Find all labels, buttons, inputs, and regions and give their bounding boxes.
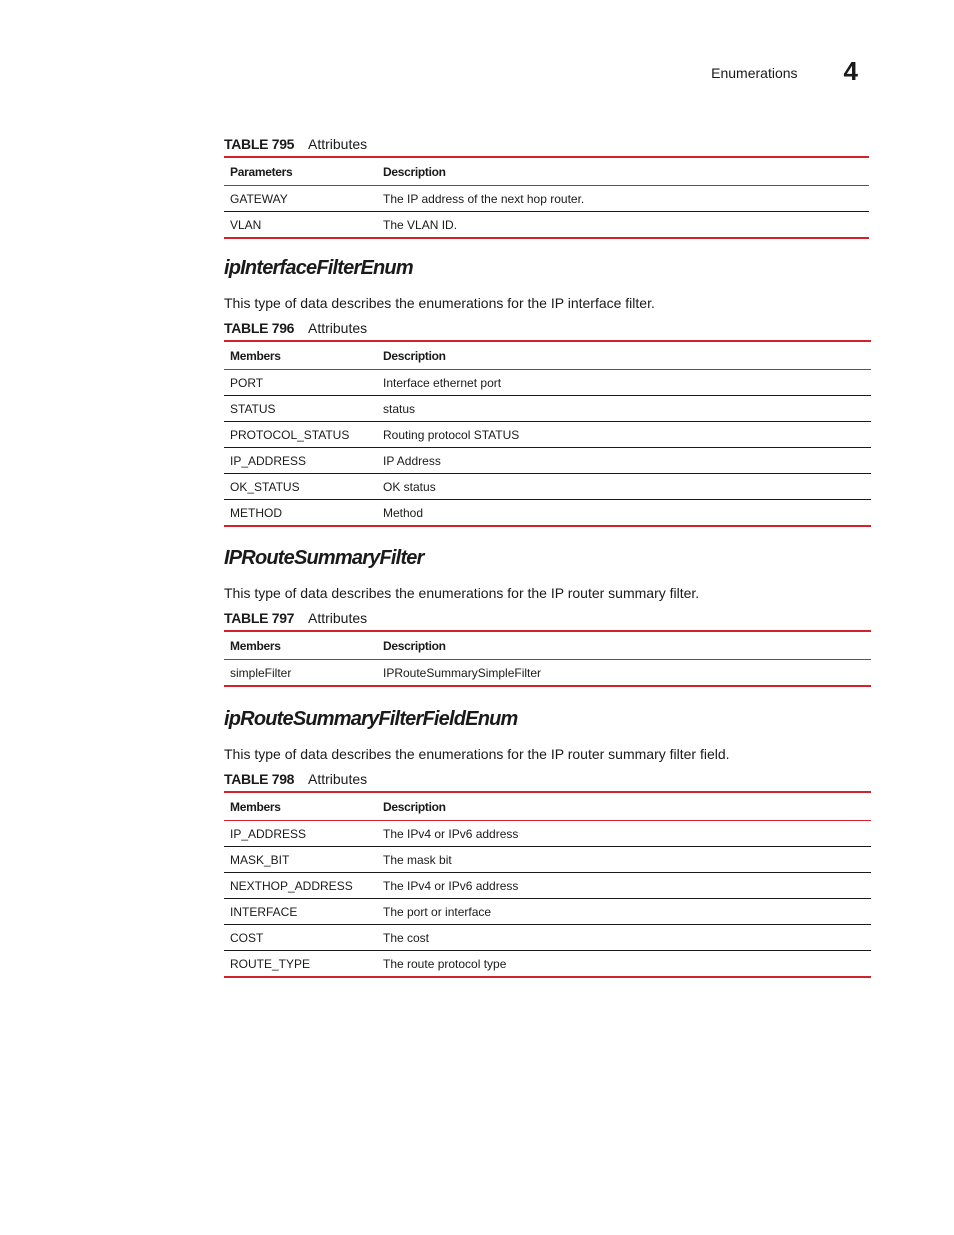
- description-cell: The mask bit: [377, 847, 871, 873]
- description-cell: IPRouteSummarySimpleFilter: [383, 665, 542, 680]
- table-header-row: [224, 631, 871, 660]
- description-cell: Method: [383, 505, 424, 520]
- member-name-cell: GATEWAY: [224, 186, 377, 212]
- section-heading-ipinterfacefilterenum: ipInterfaceFilterEnum: [224, 257, 413, 279]
- description-cell: The IP address of the next hop router.: [377, 186, 869, 212]
- description-cell: The port or interface: [377, 899, 871, 925]
- description-cell: The cost: [377, 925, 871, 951]
- section-intro-ipinterfacefilterenum: This type of data describes the enumerations for the IP interface filter.: [224, 295, 655, 311]
- section-heading-iproutesummaryfilterfieldenum: ipRouteSummaryFilterFieldEnum: [224, 708, 518, 730]
- running-header-title: Enumerations: [711, 65, 798, 81]
- description-cell: Interface ethernet port: [377, 370, 871, 396]
- table-header-row: [224, 157, 869, 186]
- description-cell: OK status: [377, 474, 871, 500]
- column-header-description: Description: [377, 157, 869, 186]
- table-header-row: [224, 792, 871, 821]
- table-row: [224, 821, 871, 847]
- table-row: [224, 474, 871, 500]
- member-name-cell: NEXTHOP_ADDRESS: [224, 873, 377, 899]
- table-label: TABLE 796: [224, 320, 295, 336]
- column-header-description: Description: [377, 792, 871, 821]
- member-name-cell: INTERFACE: [224, 899, 377, 925]
- member-name-cell: simpleFilter: [230, 665, 292, 680]
- member-name-cell: OK_STATUS: [224, 474, 377, 500]
- table-795: [224, 156, 869, 239]
- table-row: [224, 186, 869, 212]
- running-header: [711, 58, 858, 84]
- table-caption-text: Attributes: [308, 771, 368, 787]
- description-cell: The IPv4 or IPv6 address: [377, 873, 871, 899]
- member-name-cell: VLAN: [230, 217, 262, 232]
- table-798: [224, 791, 871, 978]
- table-row: [224, 500, 871, 527]
- table-797: [224, 630, 871, 687]
- chapter-number: 4: [843, 56, 858, 86]
- table-row: [224, 925, 871, 951]
- member-name-cell: METHOD: [230, 505, 282, 520]
- table-label: TABLE 798: [224, 771, 295, 787]
- member-name-cell: STATUS: [224, 396, 377, 422]
- table-caption-text: Attributes: [308, 320, 368, 336]
- table-796: [224, 340, 871, 527]
- member-name-cell: ROUTE_TYPE: [230, 956, 311, 971]
- description-cell: IP Address: [377, 448, 871, 474]
- column-header-description: Description: [377, 631, 871, 660]
- column-header-parameters: Parameters: [224, 157, 377, 186]
- table-label: TABLE 797: [224, 610, 295, 626]
- table-row: [224, 422, 871, 448]
- table-row: [224, 660, 871, 687]
- table-row: [224, 951, 871, 978]
- member-name-cell: PORT: [224, 370, 377, 396]
- member-name-cell: COST: [224, 925, 377, 951]
- member-name-cell: IP_ADDRESS: [224, 448, 377, 474]
- member-name-cell: PROTOCOL_STATUS: [224, 422, 377, 448]
- table-795-caption: [224, 136, 367, 152]
- table-row: [224, 873, 871, 899]
- table-caption-text: Attributes: [308, 136, 368, 152]
- description-cell: The VLAN ID.: [383, 217, 458, 232]
- table-row: [224, 899, 871, 925]
- member-name-cell: IP_ADDRESS: [224, 821, 377, 847]
- table-row: [224, 448, 871, 474]
- table-row: [224, 370, 871, 396]
- table-797-caption: [224, 610, 367, 626]
- section-heading-iproutesummaryfilter: IPRouteSummaryFilter: [224, 547, 424, 569]
- column-header-description: Description: [377, 341, 871, 370]
- description-cell: status: [377, 396, 871, 422]
- section-intro-iproutesummaryfilter: This type of data describes the enumerations for the IP router summary filter.: [224, 585, 700, 601]
- table-label: TABLE 795: [224, 136, 295, 152]
- section-intro-iproutesummaryfilterfieldenum: This type of data describes the enumerations for the IP router summary filter field.: [224, 746, 730, 762]
- description-cell: The IPv4 or IPv6 address: [377, 821, 871, 847]
- table-row: [224, 847, 871, 873]
- column-header-members: Members: [224, 341, 377, 370]
- table-796-caption: [224, 320, 367, 336]
- column-header-members: Members: [224, 792, 377, 821]
- table-caption-text: Attributes: [308, 610, 368, 626]
- table-row: [224, 212, 869, 239]
- member-name-cell: MASK_BIT: [224, 847, 377, 873]
- column-header-members: Members: [224, 631, 377, 660]
- table-row: [224, 396, 871, 422]
- description-cell: The route protocol type: [383, 956, 507, 971]
- description-cell: Routing protocol STATUS: [377, 422, 871, 448]
- table-header-row: [224, 341, 871, 370]
- table-798-caption: [224, 771, 367, 787]
